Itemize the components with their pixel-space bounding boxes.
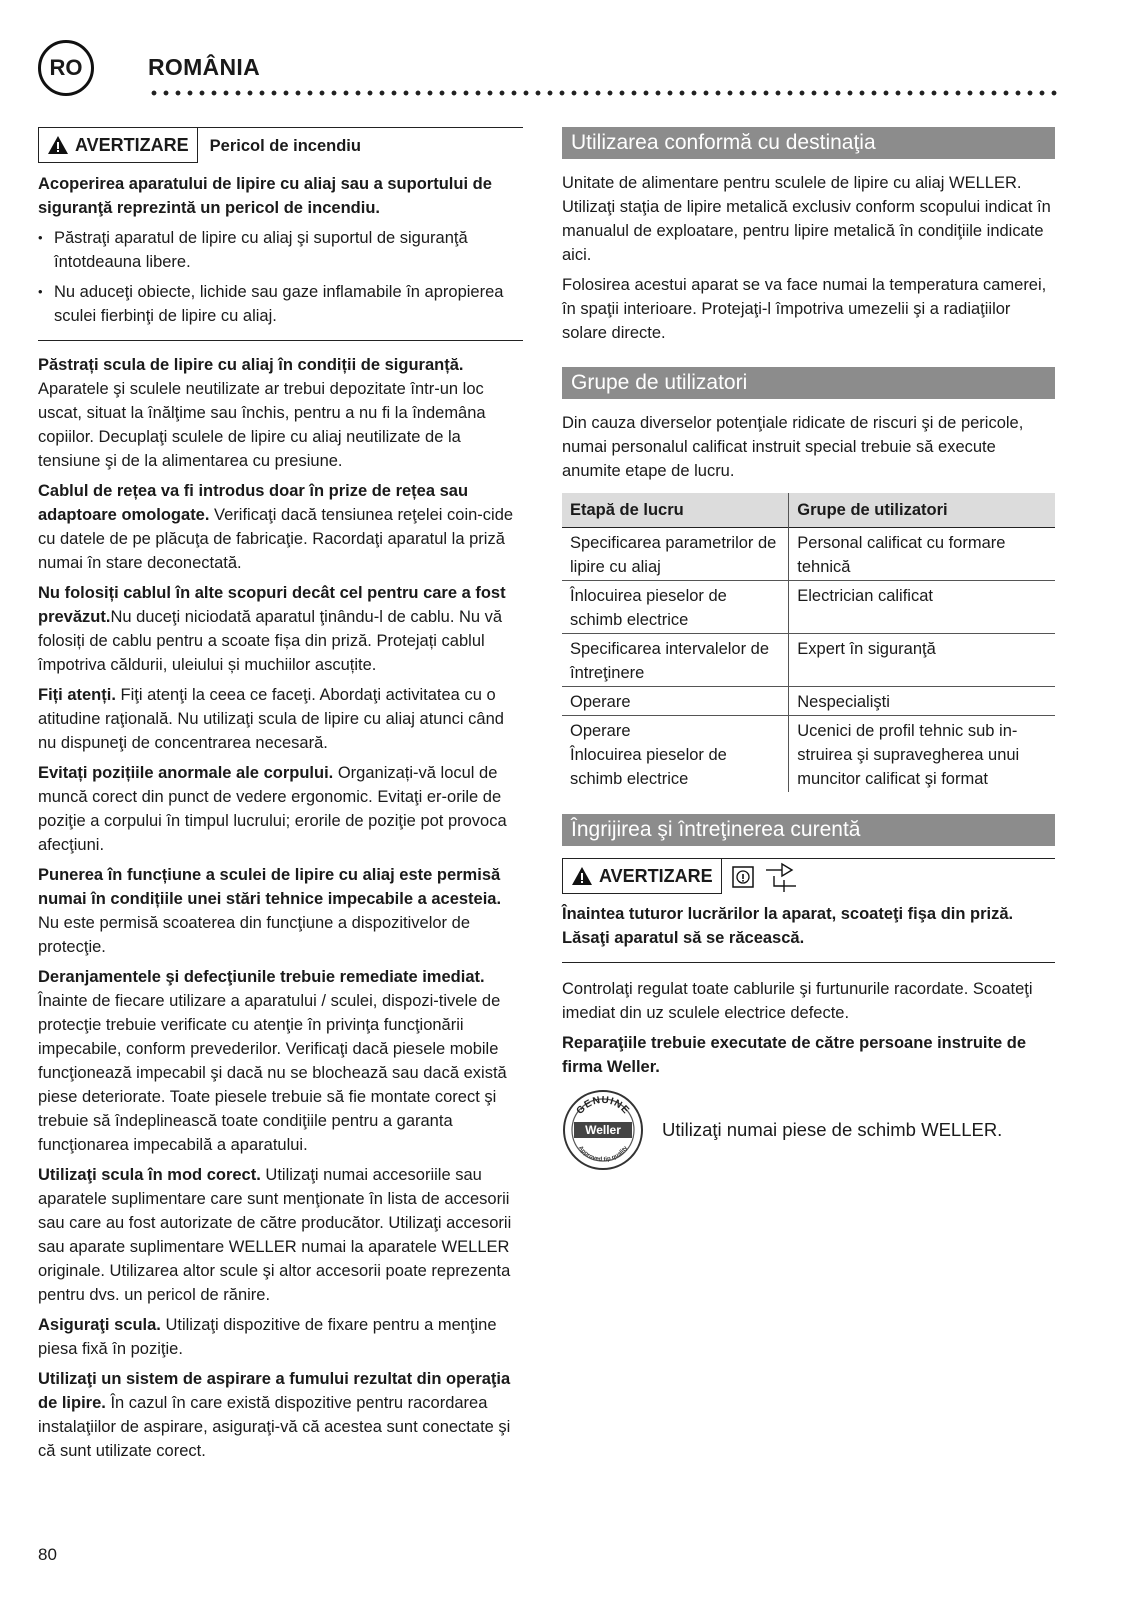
table-cell-step: Specificarea parametrilor de lipire cu aliaj bbox=[562, 528, 789, 581]
paragraph-correct-use: Utilizaţi scula în mod corect. Utilizaţi numai accesoriile sau aparatele suplimentare care sunt menţionate în lista de accesorii sau care au fost autorizate de către producător. Utilizaţi accesorii sau aparate suplimentare WELLER numai la aparatele WELLER originale. Utilizarea altor scule şi altor accesorii poate reprezenta pentru dvs. un pericol de rănire. bbox=[38, 1166, 512, 1304]
genuine-parts-text: Utilizaţi numai piese de schimb WELLER. bbox=[662, 1119, 1003, 1140]
bullet-item: • Păstraţi aparatul de lipire cu aliaj şi suportul de siguranţă întotdeauna libere. bbox=[38, 226, 523, 274]
unplug-icon bbox=[764, 862, 798, 892]
table-header-row bbox=[562, 493, 1055, 528]
table-cell-group: Expert în siguranţă bbox=[789, 634, 1055, 687]
genuine-weller-seal-icon bbox=[562, 1089, 644, 1171]
table-row bbox=[562, 581, 1055, 634]
warning-badge bbox=[38, 128, 198, 163]
language-badge: RO bbox=[38, 40, 94, 96]
left-column bbox=[38, 127, 523, 1469]
table-cell-group: Ucenici de profil tehnic sub in-struirea şi supravegherea unui muncitor calificat şi format bbox=[789, 716, 1055, 793]
table-row bbox=[562, 687, 1055, 716]
paragraph-fume-extraction: Utilizaţi un sistem de aspirare a fumului rezultat din operaţia de lipire. În cazul în care există dispozitive pentru racordarea instalaţiilor de aspirare, asiguraţi-vă că acestea sunt conectate şi că sunt utilizate corect. bbox=[38, 1370, 511, 1460]
warning-triangle-icon bbox=[571, 866, 593, 886]
table-row bbox=[562, 528, 1055, 581]
care-p2: Reparaţiile trebuie executate de către persoane instruite de firma Weller. bbox=[562, 1034, 1027, 1076]
dotted-divider bbox=[148, 90, 1058, 96]
paragraph-condition: Punerea în funcțiune a sculei de lipire cu aliaj este permisă numai în condițiile unei stări tehnice impecabile a acesteia. Nu este permisă scoaterea din funcţiune a dispozitivelor de protecţie. bbox=[38, 866, 502, 956]
table-cell-step: Operare Înlocuirea pieselor de schimb electrice bbox=[562, 716, 789, 793]
care-warning-header bbox=[562, 858, 1055, 894]
intended-use-p1: Unitate de alimentare pentru sculele de lipire cu aliaj WELLER. Utilizaţi staţia de lipire metalică exclusiv conform scopului indicat în manualul de exploatare, pentru lipire metalică în condiţiile indicate aici. bbox=[562, 174, 1051, 264]
bullet-item: • Nu aduceţi obiecte, lichide sau gaze inflamabile în apropierea sculei fierbinţi de lipire cu aliaj. bbox=[38, 280, 523, 328]
care-p1: Controlaţi regulat toate cablurile şi furtunurile racordate. Scoateţi imediat din uz sculele electrice defecte. bbox=[562, 980, 1033, 1022]
table-cell-group: Nespecialişti bbox=[789, 687, 1055, 716]
paragraph-cable-use: Nu folosiți cablul în alte scopuri decât cel pentru care a fost prevăzut.Nu duceţi niciodată aparatul ţinându-l de cablu. Nu vă folosiți de cablu pentru a scoate fișa din priză. Protejați cablul împotriva căldurii, uleiului și muchiilor ascuțite. bbox=[38, 584, 506, 674]
user-groups-intro: Din cauza diverselor potenţiale ridicate de riscuri şi de pericole, numai personalul calificat instruit special trebuie să execute anumite etape de lucru. bbox=[562, 414, 1024, 480]
user-groups-table bbox=[562, 493, 1055, 792]
intended-use-p2: Folosirea acestui aparat se va face numai la temperatura camerei, în spaţii interioare. Protejaţi-l împotriva umezelii şi a radiaţiilor solare directe. bbox=[562, 276, 1047, 342]
table-cell-step: Înlocuirea pieselor de schimb electrice bbox=[562, 581, 789, 634]
table-row bbox=[562, 716, 1055, 793]
paragraph-attention: Fiți atenți. Fiţi atenţi la ceea ce faceţi. Abordaţi activitatea cu o atitudine raţională. Nu utilizaţi scula de lipire cu aliaj atunci când nu dispuneţi de concentrarea necesară. bbox=[38, 686, 504, 752]
page-number: 80 bbox=[38, 1545, 57, 1564]
paragraph-cable: Cablul de rețea va fi introdus doar în prize de rețea sau adaptoare omologate. Verificaţi dacă tensiunea reţelei coin-cide cu datele de pe plăcuţa de fabricaţie. Racordaţi aparatul la priză numai în stare deconectată. bbox=[38, 482, 514, 572]
table-row bbox=[562, 634, 1055, 687]
table-header-step: Etapă de lucru bbox=[562, 493, 789, 528]
svg-text:Approved tip quality: Approved tip quality bbox=[576, 1145, 630, 1164]
warning-badge bbox=[562, 859, 722, 894]
manual-read-icon bbox=[732, 866, 754, 888]
warning-title: Pericol de incendiu bbox=[209, 137, 361, 155]
genuine-parts-row bbox=[562, 1089, 1055, 1171]
warning-header bbox=[38, 127, 523, 164]
country-title: ROMÂNIA bbox=[148, 54, 260, 80]
paragraph-defects: Deranjamentele şi defecţiunile trebuie remediate imediat. Înainte de fiecare utilizare a aparatului / sculei, dispozi-tivele de protecţie trebuie verificate cu atenţie în privinţa funcţionării impecabile, conform prevederilor. Verificaţi dacă piesele mobile funcţionează impecabil şi dacă nu se blochează sau dacă există piese deteriorate. Toate piesele trebuie să fie montate corect şi trebuie să îndeplinească toate condiţiile pentru a garanta funcţionarea impecabilă a aparatului. bbox=[38, 968, 507, 1154]
svg-text:GENUINE: GENUINE bbox=[574, 1094, 632, 1117]
care-warning-box bbox=[562, 858, 1055, 963]
table-cell-group: Personal calificat cu formare tehnică bbox=[789, 528, 1055, 581]
right-column bbox=[562, 127, 1055, 1171]
paragraph-secure-tool: Asiguraţi scula. Utilizaţi dispozitive de fixare pentru a menţine piesa fixă în poziţie. bbox=[38, 1316, 497, 1358]
warning-bullets bbox=[38, 226, 523, 328]
section-heading-intended-use: Utilizarea conformă cu destinaţia bbox=[562, 127, 1055, 159]
paragraph-posture: Evitați pozițiile anormale ale corpului. Organizați-vă locul de muncă corect din punct de vedere ergonomic. Evitaţi er-orile de poziţie a corpului în timpul lucrului; erorile de poziţie pot provoca afecţiuni. bbox=[38, 764, 507, 854]
warning-label: AVERTIZARE bbox=[75, 135, 189, 155]
paragraph-storage: Păstrați scula de lipire cu aliaj în condiții de siguranță. Aparatele şi sculele neutilizate ar trebui depozitate într-un loc uscat, situat la înălţime sau închis, pentru a nu fi la îndemâna copiilor. Decuplaţi sculele de lipire cu aliaj neutilizate de la tensiune şi de la alimentarea cu presiune. bbox=[38, 356, 486, 470]
page-header bbox=[38, 40, 1058, 100]
section-heading-care: Îngrijirea şi întreţinerea curentă bbox=[562, 814, 1055, 846]
table-cell-step: Operare bbox=[562, 687, 789, 716]
care-warning-text: Înaintea tuturor lucrărilor la aparat, scoateţi fişa din priză. Lăsaţi aparatul să se răcească. bbox=[562, 905, 1014, 947]
table-cell-step: Specificarea intervalelor de întreţinere bbox=[562, 634, 789, 687]
warning-label: AVERTIZARE bbox=[599, 866, 713, 886]
warning-lead: Acoperirea aparatului de lipire cu aliaj sau a suportului de siguranţă reprezintă un pericol de incendiu. bbox=[38, 175, 492, 217]
warning-triangle-icon bbox=[47, 135, 69, 155]
svg-text:Weller: Weller bbox=[585, 1123, 621, 1137]
table-header-group: Grupe de utilizatori bbox=[789, 493, 1055, 528]
section-heading-user-groups: Grupe de utilizatori bbox=[562, 367, 1055, 399]
table-cell-group: Electrician calificat bbox=[789, 581, 1055, 634]
fire-warning-box bbox=[38, 127, 523, 341]
